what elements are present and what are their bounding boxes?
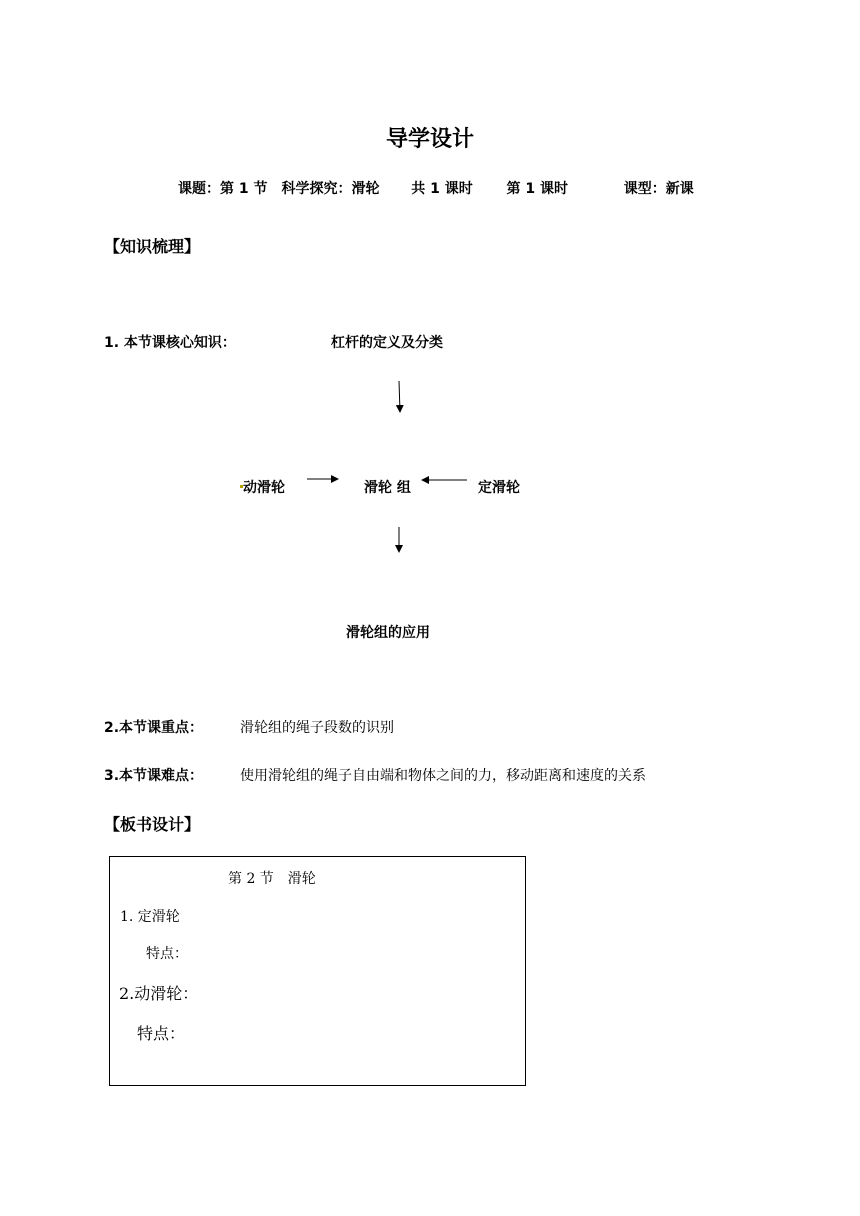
board-heading: 第 2 节 滑轮 [228,871,316,887]
lesson-number: 第 1 课时 [506,181,568,197]
board-item-fixed-pulley-feature: 特点： [146,946,188,962]
page-title: 导学设计 [385,127,474,152]
core-bottom-node: 滑轮组的应用 [346,625,430,641]
lesson-type: 课型：新课 [623,181,694,197]
difficult-point-label: 3.本节课难点： [104,768,204,784]
difficult-point-text: 使用滑轮组的绳子自由端和物体之间的力，移动距离和速度的关系 [240,768,646,784]
blackboard-design-box [109,856,526,1086]
core-right-node: 定滑轮 [478,480,520,496]
core-left-node: 动滑轮 [243,480,285,496]
core-top-node: 杠杆的定义及分类 [331,335,443,351]
board-item-movable-pulley: 2.动滑轮： [119,984,199,1003]
knowledge-section-heading: 【知识梳理】 [104,237,201,256]
lesson-topic: 课题：第 1 节 科学探究：滑轮 [178,181,380,197]
board-section-heading: 【板书设计】 [104,815,201,834]
board-item-fixed-pulley: 1. 定滑轮 [120,909,180,925]
key-point-text: 滑轮组的绳子段数的识别 [240,720,394,736]
small-mark [240,485,243,488]
core-center-node: 滑轮 组 [364,480,411,496]
arrow-top-down [399,381,400,412]
lesson-total: 共 1 课时 [411,181,473,197]
board-item-movable-pulley-feature: 特点： [137,1024,186,1043]
core-knowledge-label: 1. 本节课核心知识： [104,335,236,351]
key-point-label: 2.本节课重点： [104,720,204,736]
